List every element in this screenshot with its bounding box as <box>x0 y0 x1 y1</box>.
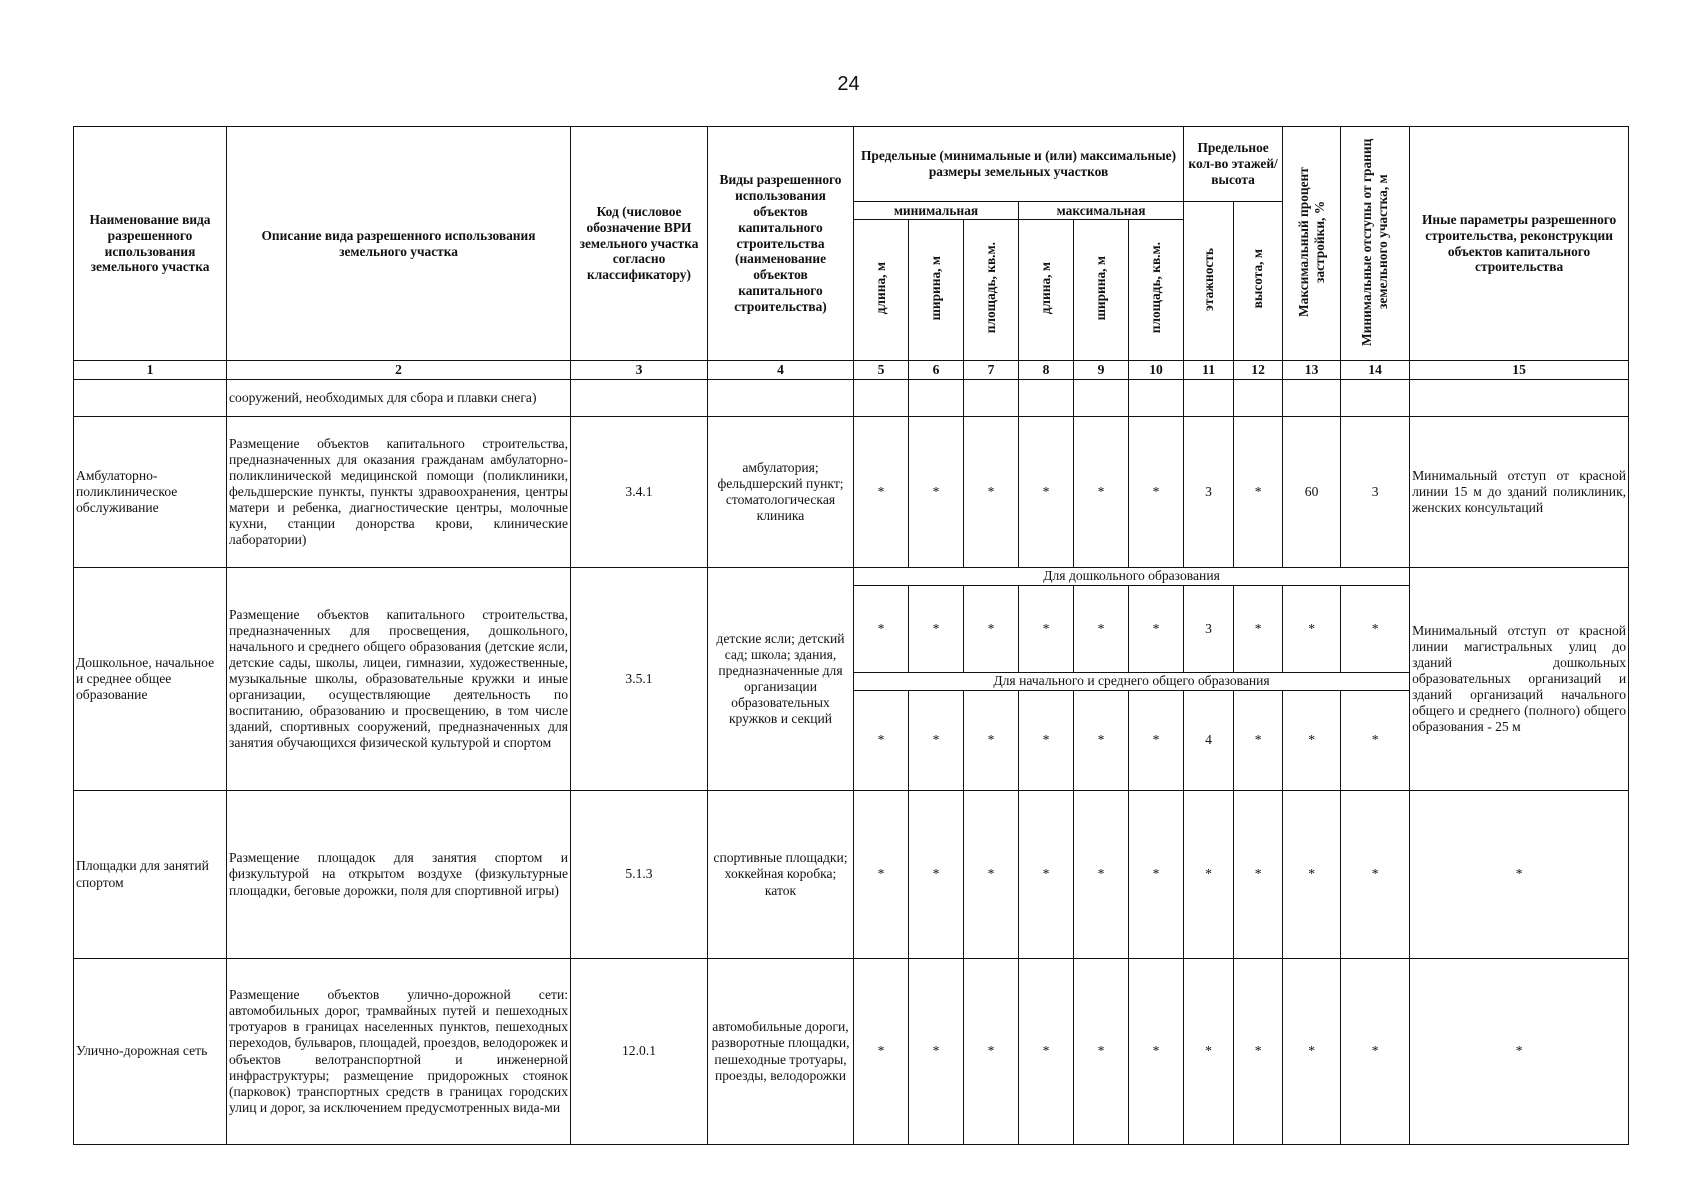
param-cell <box>909 380 964 417</box>
param-cell: * <box>854 417 909 568</box>
param-cell: * <box>909 586 964 673</box>
zoning-table <box>73 126 1629 1145</box>
param-cell: * <box>1074 691 1129 791</box>
use-objects <box>708 380 854 417</box>
param-cell: * <box>1234 691 1283 791</box>
param-cell: * <box>1074 586 1129 673</box>
param-cell: * <box>854 691 909 791</box>
param-cell: * <box>1283 791 1341 959</box>
param-cell: 4 <box>1184 691 1234 791</box>
header-max-percent: Максимальный процент застройки, % <box>1283 127 1341 361</box>
param-cell: * <box>964 417 1019 568</box>
header-plot-sizes: Предельные (минимальные и (или) максимальные) размеры земельных участков <box>854 127 1184 202</box>
use-objects: амбулатория; фельдшерский пункт; стоматологическая клиника <box>708 417 854 568</box>
header-min-setback: Минимальные отступы от границ земельного участка, м <box>1341 127 1410 361</box>
use-code: 3.5.1 <box>571 568 708 791</box>
param-cell: * <box>1019 959 1074 1145</box>
param-cell <box>1019 380 1074 417</box>
param-cell: * <box>1341 959 1410 1145</box>
col-num: 4 <box>708 361 854 380</box>
param-cell: * <box>909 791 964 959</box>
use-name: Площадки для занятий спортом <box>74 791 227 959</box>
param-cell: * <box>1234 417 1283 568</box>
header-other-params: Иные параметры разрешенного строительства, реконструкции объектов капитального строительства <box>1410 127 1629 361</box>
param-cell: * <box>854 586 909 673</box>
col-num: 14 <box>1341 361 1410 380</box>
header-name: Наименование вида разрешенного использования земельного участка <box>74 127 227 361</box>
param-cell: * <box>909 417 964 568</box>
param-cell: * <box>1184 791 1234 959</box>
param-cell: 60 <box>1283 417 1341 568</box>
param-cell: * <box>1129 691 1184 791</box>
header-min-length: длина, м <box>854 220 909 361</box>
param-cell: * <box>1234 791 1283 959</box>
param-cell: 3 <box>1184 417 1234 568</box>
use-code: 12.0.1 <box>571 959 708 1145</box>
col-num: 12 <box>1234 361 1283 380</box>
param-cell: * <box>1184 959 1234 1145</box>
col-num: 13 <box>1283 361 1341 380</box>
col-num: 15 <box>1410 361 1629 380</box>
param-cell: * <box>964 791 1019 959</box>
param-cell <box>1074 380 1129 417</box>
other-params: * <box>1410 791 1629 959</box>
param-cell: * <box>1019 417 1074 568</box>
param-cell: * <box>1074 791 1129 959</box>
param-cell: * <box>1074 417 1129 568</box>
col-num: 3 <box>571 361 708 380</box>
param-cell <box>1283 380 1341 417</box>
param-cell: * <box>1341 691 1410 791</box>
param-cell: * <box>1283 691 1341 791</box>
other-params: * <box>1410 959 1629 1145</box>
param-cell: * <box>1129 417 1184 568</box>
param-cell <box>854 380 909 417</box>
param-cell: * <box>909 691 964 791</box>
use-name: Дошкольное, начальное и среднее общее образование <box>74 568 227 791</box>
param-cell: * <box>1019 791 1074 959</box>
param-cell: * <box>1341 791 1410 959</box>
use-objects: детские ясли; детский сад; школа; здания, предназначенные для организации образовательных кружков и секций <box>708 568 854 791</box>
use-name: Улично-дорожная сеть <box>74 959 227 1145</box>
subgroup-label-school: Для начального и среднего общего образования <box>854 673 1410 691</box>
other-params: Минимальный отступ от красной линии магистральных улиц до зданий дошкольных образовательных организаций и зданий организаций начального общего и среднего (полного) общего образования - 25 м <box>1410 568 1629 791</box>
other-params <box>1410 380 1629 417</box>
param-cell: * <box>854 791 909 959</box>
table-row <box>74 417 1629 568</box>
param-cell: * <box>1341 586 1410 673</box>
param-cell <box>964 380 1019 417</box>
param-cell: * <box>1129 959 1184 1145</box>
use-name <box>74 380 227 417</box>
use-code: 5.1.3 <box>571 791 708 959</box>
col-num: 7 <box>964 361 1019 380</box>
page-number: 24 <box>837 73 860 95</box>
param-cell: * <box>1019 691 1074 791</box>
header-objects: Виды разрешенного использования объектов капитального строительства (наименование объектов капитального строительства) <box>708 127 854 361</box>
use-description: Размещение площадок для занятия спортом и физкультурой на открытом воздухе (физкультурные площадки, беговые дорожки, поля для спортивной игры) <box>227 791 571 959</box>
use-objects: спортивные площадки; хоккейная коробка; каток <box>708 791 854 959</box>
use-description: Размещение объектов капитального строительства, предназначенных для оказания гражданам амбулаторно-поликлинической медицинской помощи (поликлиники, фельдшерские пункты, пункты здравоохранения, центры матери и ребенка, диагностические центры, молочные кухни, станции донорства крови, клинические лаборатории) <box>227 417 571 568</box>
param-cell: * <box>1283 959 1341 1145</box>
param-cell: 3 <box>1184 586 1234 673</box>
table-row <box>74 959 1629 1145</box>
param-cell: * <box>1234 959 1283 1145</box>
param-cell: * <box>1019 586 1074 673</box>
param-cell: * <box>909 959 964 1145</box>
header-height: высота, м <box>1234 202 1283 361</box>
col-num: 11 <box>1184 361 1234 380</box>
column-number-row <box>74 361 1629 380</box>
param-cell: * <box>1283 586 1341 673</box>
use-description: сооружений, необходимых для сбора и плавки снега) <box>227 380 571 417</box>
param-cell: * <box>964 586 1019 673</box>
col-num: 9 <box>1074 361 1129 380</box>
param-cell: * <box>1129 586 1184 673</box>
header-floors-group: Предельное кол-во этажей/ высота <box>1184 127 1283 202</box>
table-row <box>74 791 1629 959</box>
header-min: минимальная <box>854 202 1019 220</box>
use-description: Размещение объектов капитального строительства, предназначенных для просвещения, дошкольного, начального и среднего общего образования (детские ясли, детские сады, школы, лицеи, гимназии, художественные, музыкальные школы, образовательные кружки и иные организации, осуществляющие деятельность по воспитанию, образованию и просвещению, в том числе зданий, спортивных сооружений, предназначенных для занятия обучающихся физической культурой и спортом <box>227 568 571 791</box>
use-name: Амбулаторно-поликлиническое обслуживание <box>74 417 227 568</box>
header-max: максимальная <box>1019 202 1184 220</box>
other-params: Минимальный отступ от красной линии 15 м до зданий поликлиник, женских консультаций <box>1410 417 1629 568</box>
header-max-width: ширина, м <box>1074 220 1129 361</box>
param-cell: * <box>1074 959 1129 1145</box>
table-row <box>74 568 1629 586</box>
use-description: Размещение объектов улично-дорожной сети: автомобильных дорог, трамвайных путей и пешеходных тротуаров в границах населенных пунктов, пешеходных переходов, бульваров, площадей, проездов, велодорожек и объектов велотранспортной и инженерной инфраструктуры; размещение придорожных стоянок (парковок) транспортных средств в границах городских улиц и дорог, за исключением предусмотренных вида-ми <box>227 959 571 1145</box>
table-row <box>74 380 1629 417</box>
col-num: 6 <box>909 361 964 380</box>
param-cell <box>1129 380 1184 417</box>
param-cell: * <box>964 959 1019 1145</box>
param-cell: * <box>1234 586 1283 673</box>
col-num: 5 <box>854 361 909 380</box>
param-cell: * <box>854 959 909 1145</box>
param-cell: 3 <box>1341 417 1410 568</box>
param-cell <box>1184 380 1234 417</box>
header-max-area: площадь, кв.м. <box>1129 220 1184 361</box>
col-num: 10 <box>1129 361 1184 380</box>
param-cell <box>1341 380 1410 417</box>
param-cell: * <box>1129 791 1184 959</box>
header-description: Описание вида разрешенного использования земельного участка <box>227 127 571 361</box>
col-num: 1 <box>74 361 227 380</box>
use-objects: автомобильные дороги, разворотные площадки, пешеходные тротуары, проезды, велодорожки <box>708 959 854 1145</box>
subgroup-label-preschool: Для дошкольного образования <box>854 568 1410 586</box>
use-code: 3.4.1 <box>571 417 708 568</box>
header-max-length: длина, м <box>1019 220 1074 361</box>
use-code <box>571 380 708 417</box>
header-min-area: площадь, кв.м. <box>964 220 1019 361</box>
param-cell: * <box>964 691 1019 791</box>
col-num: 2 <box>227 361 571 380</box>
header-min-width: ширина, м <box>909 220 964 361</box>
header-code: Код (числовое обозначение ВРИ земельного участка согласно классификатору) <box>571 127 708 361</box>
col-num: 8 <box>1019 361 1074 380</box>
header-floors: этажность <box>1184 202 1234 361</box>
param-cell <box>1234 380 1283 417</box>
